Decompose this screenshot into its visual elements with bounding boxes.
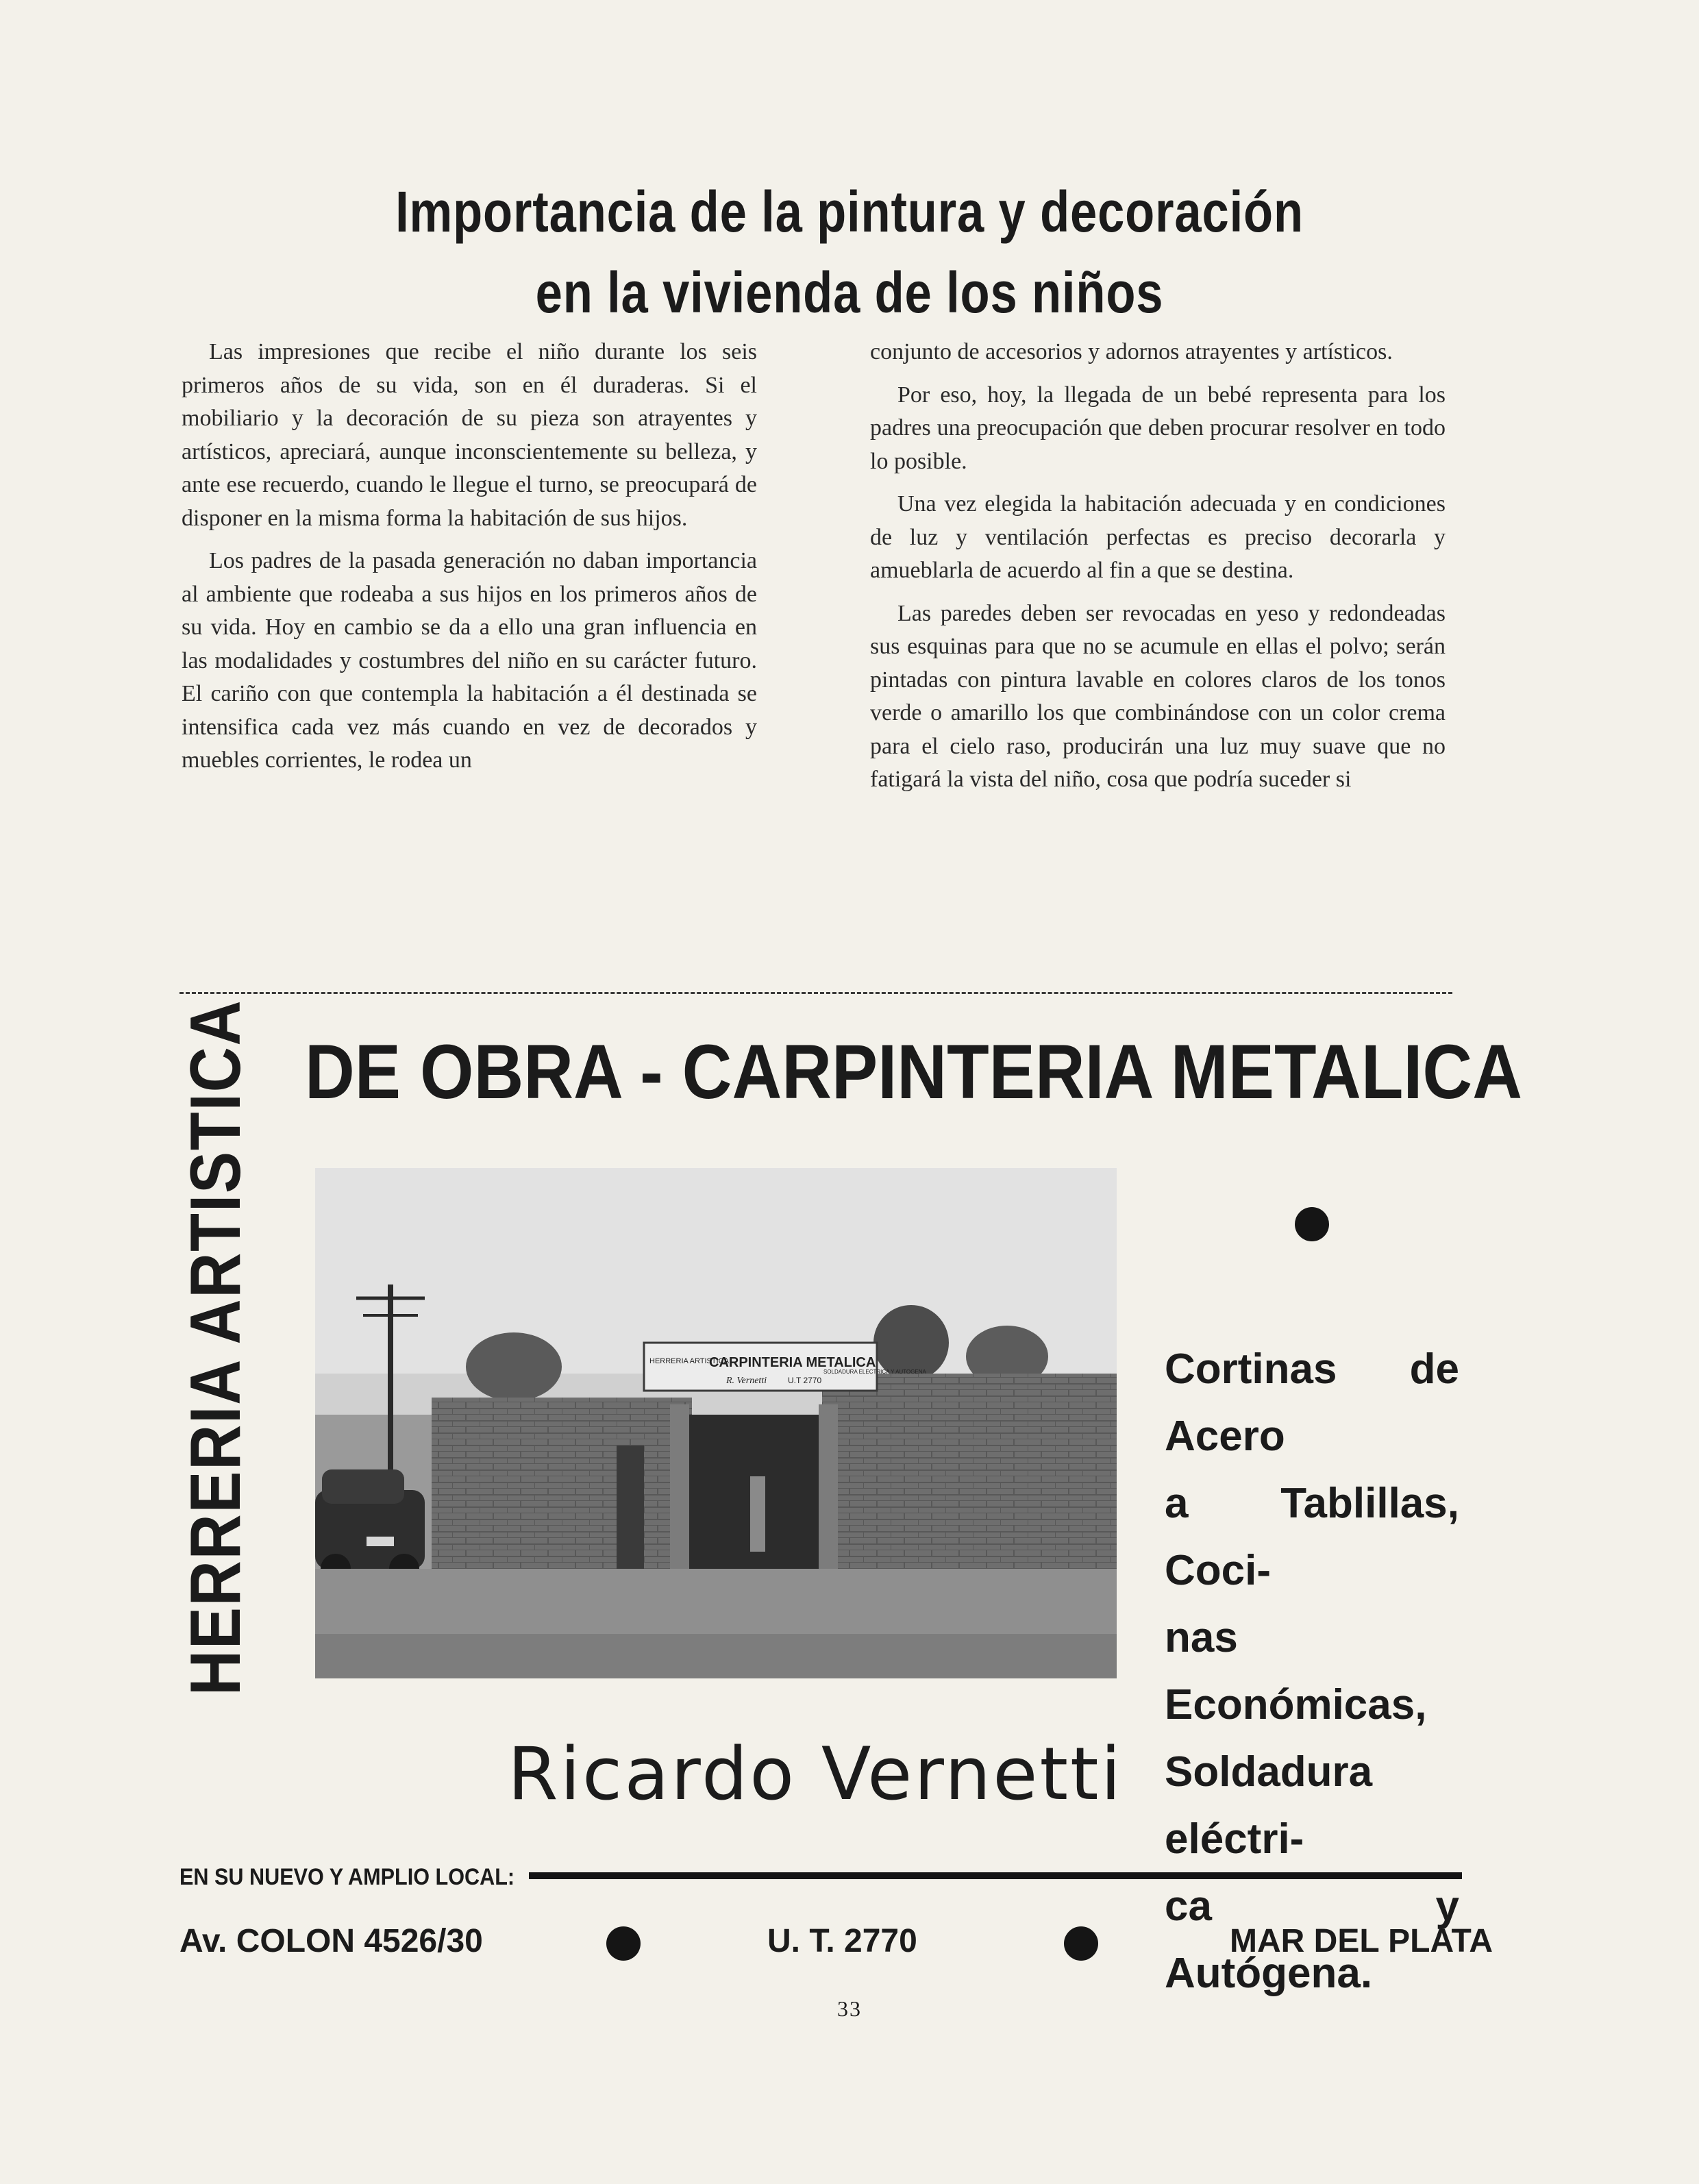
article-column-right [870, 336, 1446, 806]
article-column-left [182, 336, 757, 787]
article-paragraph: Los padres de la pasada generación no daban importancia al ambiente que rodeaba a sus hijos en los primeros años de su vida. Hoy en cambio se da a ello una gran influencia en las modalidades y costumbres del niño en su carácter futuro. El cariño con que contempla la habitación a él destinada se intensifica cada vez más cuando en vez de decorados y muebles corrientes, le rodea un [182, 548, 757, 773]
phone-number: U. T. 2770 [767, 1923, 917, 1959]
bullet-dot [606, 1926, 641, 1961]
storefront-illustration [315, 1168, 1117, 1678]
article-paragraph: conjunto de accesorios y adornos atrayentes y artísticos. [870, 339, 1393, 364]
article-paragraph: Las impresiones que recibe el niño durante los seis primeros años de su vida, son en él duraderas. Si el mobiliario y la decoración de su pieza son atrayentes y artísticos, apreciará, aunque inconscientemente su belleza, y ante ese recuerdo, cuando le llegue el turno, se preocupará de disponer en la misma forma la habitación de sus hijos. [182, 339, 757, 531]
article-paragraph: Una vez elegida la habitación adecuada y en condiciones de luz y ventilación perfectas es preciso decorarla y amueblarla de acuerdo al fin a que se destina. [870, 491, 1446, 583]
sign-text-phone: U.T 2770 [788, 1376, 822, 1385]
sign-text-left: HERRERIA ARTISTICA [649, 1357, 729, 1365]
storefront-photo [315, 1168, 1117, 1678]
article-paragraph: Por eso, hoy, la llegada de un bebé representa para los padres una preocupación que deben procurar resolver en todo lo posible. [870, 382, 1446, 474]
local-label: EN SU NUEVO Y AMPLIO LOCAL: [179, 1864, 515, 1890]
section-divider [179, 992, 1452, 994]
bullet-dot [1064, 1926, 1098, 1961]
ad-vertical-heading: HERRERIA ARTISTICA [176, 999, 256, 1696]
address: Av. COLON 4526/30 [179, 1923, 483, 1959]
owner-name: Ricardo Vernetti [507, 1732, 1124, 1816]
bullet-dot [1295, 1207, 1329, 1241]
sign-text-main: CARPINTERIA METALICA [709, 1355, 876, 1370]
sign-text-right: SOLDADURA ELECTRICA Y AUTOGENA [823, 1369, 926, 1375]
page-number: 33 [837, 1996, 862, 2021]
service-line: Cortinas de Acero [1165, 1345, 1459, 1460]
sign-text-owner: R. Vernetti [726, 1376, 767, 1386]
service-line: ca y Autógena. [1165, 1883, 1459, 1997]
service-line: Soldadura eléctri- [1165, 1748, 1373, 1863]
service-line: a Tablillas, Coci- [1165, 1480, 1459, 1594]
article-title-line-2: en la vivienda de los niños [535, 260, 1164, 325]
article-paragraph: Las paredes deben ser revocadas en yeso y redondeadas sus esquinas para que no se acumule en ellas el polvo; serán pintadas con pintura lavable en colores claros de los tonos verde o amarillo los que combinándose con un color crema para el cielo raso, producirán una luz muy suave que no fatigará la vista del niño, cosa que podría suceder si [870, 600, 1446, 792]
ad-services [1165, 1336, 1459, 2007]
service-line: nas Económicas, [1165, 1614, 1427, 1728]
local-divider [529, 1872, 1462, 1879]
article-title [274, 171, 1425, 333]
ad-headline: DE OBRA - CARPINTERIA METALICA [305, 1029, 1522, 1115]
city: MAR DEL PLATA [1230, 1923, 1493, 1959]
article-title-line-1: Importancia de la pintura y decoración [395, 179, 1304, 244]
